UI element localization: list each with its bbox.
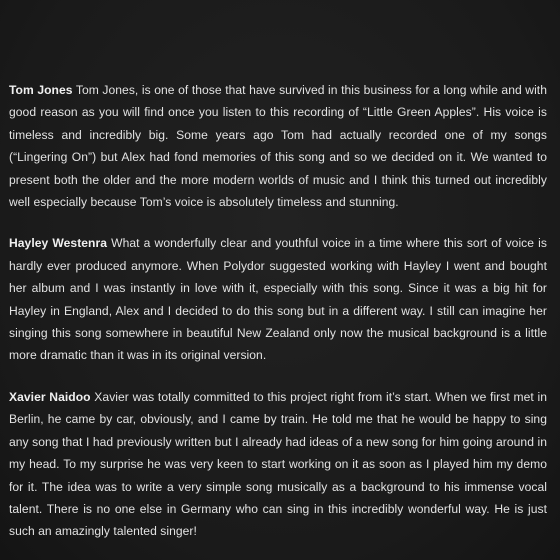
section-tom-jones: [9, 79, 547, 213]
section-text: Tom Jones, is one of those that have survived in this business for a long while and with good reason as you will find once you listen to this recording of “Little Green Apples”. His voice is timeless and incredibly big. Some years ago Tom had actually recorded one of my songs (“Lingering On”) but Alex had fond memories of this song and so we decided on it. We wanted to present both the older and the more modern worlds of music and I think this turned out incredibly well especially because Tom’s voice is absolutely timeless and stunning.: [9, 83, 547, 210]
section-xavier-naidoo: [9, 386, 547, 543]
section-hayley-westenra: [9, 232, 547, 366]
artist-name: Hayley Westenra: [9, 236, 108, 251]
liner-notes: [9, 79, 547, 560]
artist-name: Xavier Naidoo: [9, 389, 91, 404]
section-text: Xavier was totally committed to this project right from it’s start. When we first met in Berlin, he came by car, obviously, and I came by train. He told me that he would be happy to sing any song that I had previously written but I already had ideas of a new song for him going around in my head. To my surprise he was very keen to start working on it as soon as I played him my demo for it. The idea was to write a very simple song musically as a background to his immense vocal talent. There is no one else in Germany who can sing in this incredibly wonderful way. He is just such an amazingly talented singer!: [9, 389, 547, 539]
artist-name: Tom Jones: [9, 83, 73, 97]
section-text: What a wonderfully clear and youthful voice in a time where this sort of voice is hardly ever produced anymore. When Polydor suggested working with Hayley I went and bought her album and I was instantly in love with it, especially with this song. Since it was a big hit for Hayley in England, Alex and I decided to do this song but in a different way. I still can imagine her singing this song somewhere in beautiful New Zealand only now the musical background is a little more dramatic than it was in its original version.: [9, 236, 547, 363]
